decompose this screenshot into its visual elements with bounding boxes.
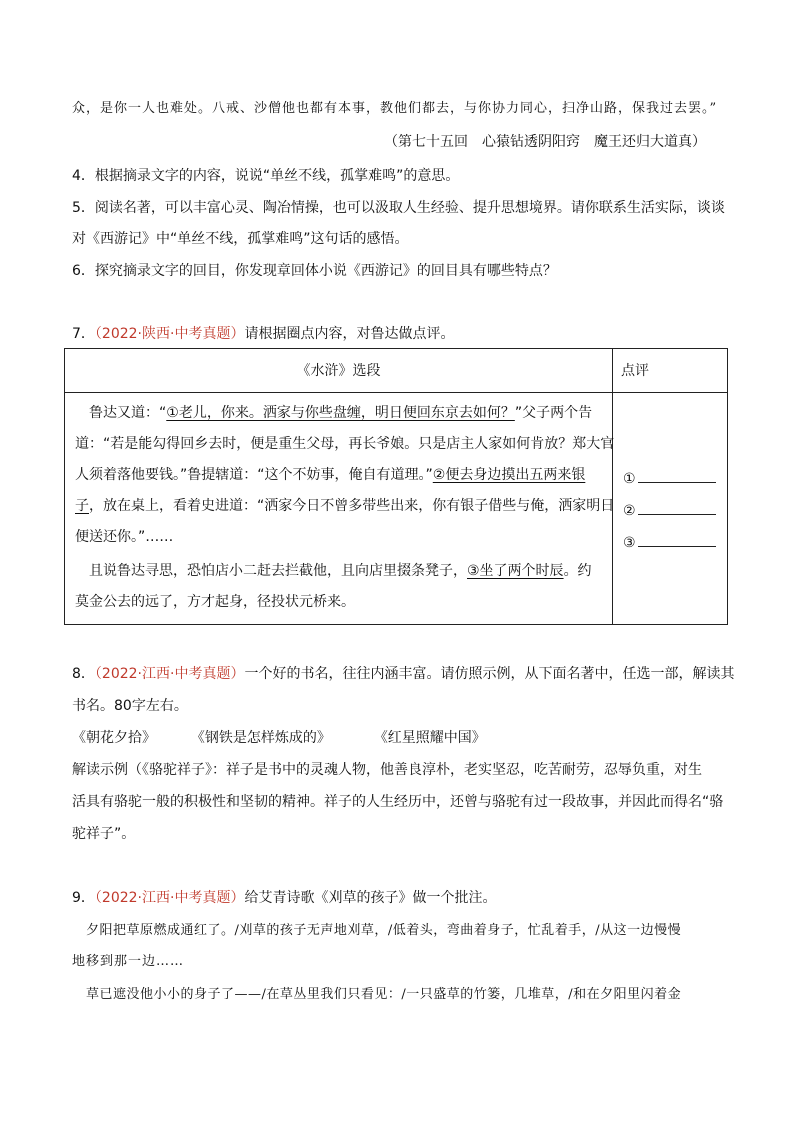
- table-column-divider: [612, 349, 613, 624]
- book-title: 《朝花夕拾》: [72, 730, 156, 746]
- comment-blank-2[interactable]: ②: [623, 500, 716, 521]
- comment-blank-3[interactable]: ③: [623, 532, 716, 553]
- excerpt-text-line: 人须着落他要钱。”鲁提辖道：“这个不妨事，俺自有道理。”②便去身边摸出五两来银: [75, 467, 586, 483]
- question-prompt: 请根据圈点内容，对鲁达做点评。: [244, 326, 455, 342]
- question-number: 8．: [72, 666, 95, 682]
- question-source: （2022·江西·中考真题）: [94, 890, 245, 906]
- underlined-phrase: ①老儿，你来。洒家与你些盘缠，明日便回东京去如何？: [166, 405, 515, 421]
- underlined-phrase: ②便去身边摸出五两来银: [432, 467, 586, 483]
- question-prompt: 给艾青诗歌《刈草的孩子》做一个批注。: [244, 890, 497, 906]
- question-6: 6．探究摘录文字的回目，你发现章回体小说《西游记》的回目具有哪些特点？: [72, 263, 557, 279]
- book-list: [72, 728, 486, 748]
- question-number: 9．: [72, 890, 95, 906]
- excerpt-text-line: 便送还你。”……: [75, 529, 174, 545]
- table-header-comment: 点评: [621, 363, 649, 379]
- question-5-line: 对《西游记》中“单丝不线，孤掌难鸣”这句话的感悟。: [72, 231, 409, 247]
- question-7-stem: [72, 324, 454, 344]
- excerpt-line: 众，是你一人也难处。八戒、沙僧他也都有本事，教他们都去，与你协力同心，扫净山路，保我过去罢。”: [72, 101, 718, 116]
- table-header-row: [65, 349, 727, 393]
- book-title: 《钢铁是怎样炼成的》: [190, 730, 331, 746]
- example-line: 解读示例（《骆驼祥子》：祥子是书中的灵魂人物，他善良淳朴，老实坚忍，吃苦耐劳，忍辱负重，对生: [72, 762, 702, 778]
- excerpt-table: [64, 348, 728, 625]
- question-source: （2022·陕西·中考真题）: [94, 326, 245, 342]
- book-title: 《红星照耀中国》: [373, 730, 486, 746]
- poem-line: 夕阳把草原燃成通红了。/刈草的孩子无声地刈草，/低着头，弯曲着身子，忙乱着手，/从这一边慢慢: [86, 923, 682, 938]
- question-8-stem: 8．（2022·江西·中考真题）一个好的书名，往往内涵丰富。请仿照示例，从下面名著中，任选一部，解读其: [72, 666, 735, 682]
- poem-line: 地移到那一边……: [72, 954, 185, 969]
- example-line: 活具有骆驼一般的积极性和坚韧的精神。祥子的人生经历中，还曾与骆驼有过一段故事，并因此而得名“骆: [72, 794, 724, 810]
- excerpt-text-line: 莫金公去的远了，方才起身，径投状元桥来。: [75, 594, 355, 610]
- question-9-stem: [72, 888, 496, 908]
- excerpt-text-line: 子，放在桌上，看着史进道：“洒家今日不曾多带些出来，你有银子借些与俺，洒家明日: [75, 498, 615, 514]
- chapter-title: （第七十五回 心猿钻透阴阳窍 魔王还归大道真）: [384, 134, 706, 150]
- comment-blank-1[interactable]: ①: [623, 468, 716, 489]
- underlined-phrase: ③坐了两个时辰: [467, 563, 564, 579]
- question-source: （2022·江西·中考真题）: [94, 666, 245, 682]
- excerpt-text-line: 且说鲁达寻思，恐怕店小二赶去拦截他，且向店里掇条凳子，③坐了两个时辰。约: [89, 563, 592, 579]
- question-8-line: 书名。80字左右。: [72, 698, 188, 714]
- underlined-phrase: 子: [75, 498, 89, 514]
- example-line: 驼祥子”。: [72, 826, 136, 842]
- poem-line: 草已遮没他小小的身子了——/在草丛里我们只看见：/一只盛草的竹篓，几堆草，/和在夕阳里闪着金: [86, 987, 682, 1002]
- excerpt-text-line: 鲁达又道：“①老儿，你来。洒家与你些盘缠，明日便回东京去如何？”父子两个告: [89, 405, 593, 421]
- excerpt-text-line: 道：“若是能勾得回乡去时，便是重生父母，再长爷娘。只是店主人家如何肯放？郑大官: [75, 436, 615, 452]
- question-number: 7．: [72, 326, 95, 342]
- question-5-line: 5．阅读名著，可以丰富心灵、陶冶情操，也可以汲取人生经验、提升思想境界。请你联系生活实际，谈谈: [72, 200, 725, 216]
- table-header-excerpt: 《水浒》选段: [296, 363, 381, 379]
- question-4: 4．根据摘录文字的内容，说说“单丝不线，孤掌难鸣”的意思。: [72, 168, 460, 184]
